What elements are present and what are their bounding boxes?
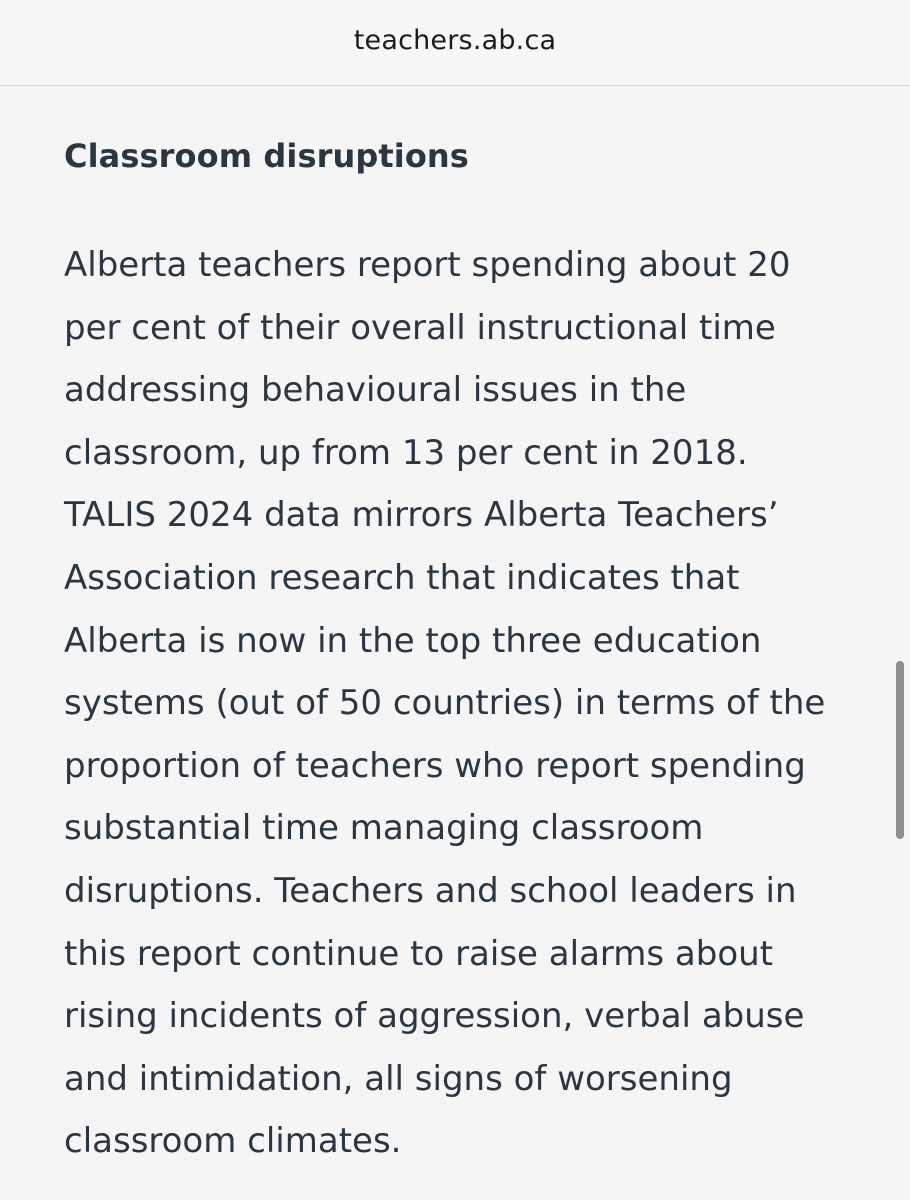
- article-paragraph: [64, 234, 864, 1173]
- scrollbar-thumb[interactable]: [896, 661, 904, 839]
- paragraph-line: Association research that indicates that: [64, 557, 740, 598]
- paragraph-line: proportion of teachers who report spending: [64, 745, 806, 786]
- paragraph-line: this report continue to raise alarms about: [64, 933, 774, 974]
- paragraph-line: classroom, up from 13 per cent in 2018.: [64, 432, 748, 473]
- address-bar[interactable]: [0, 0, 910, 86]
- paragraph-line: disruptions. Teachers and school leaders in: [64, 870, 797, 911]
- paragraph-line: rising incidents of aggression, verbal abuse: [64, 996, 805, 1037]
- paragraph-line: classroom climates.: [64, 1121, 402, 1162]
- paragraph-line: addressing behavioural issues in the: [64, 370, 687, 411]
- section-heading: Classroom disruptions: [64, 137, 469, 175]
- paragraph-line: systems (out of 50 countries) in terms of the: [64, 683, 826, 724]
- paragraph-line: and intimidation, all signs of worsening: [64, 1058, 733, 1099]
- paragraph-line: TALIS 2024 data mirrors Alberta Teachers’: [64, 495, 779, 536]
- paragraph-line: Alberta teachers report spending about 20: [64, 245, 791, 285]
- article-page: [0, 87, 910, 1200]
- paragraph-line: substantial time managing classroom: [64, 808, 704, 849]
- paragraph-line: per cent of their overall instructional time: [64, 307, 776, 348]
- paragraph-line: Alberta is now in the top three education: [64, 620, 762, 661]
- url-text[interactable]: teachers.ab.ca: [353, 25, 557, 56]
